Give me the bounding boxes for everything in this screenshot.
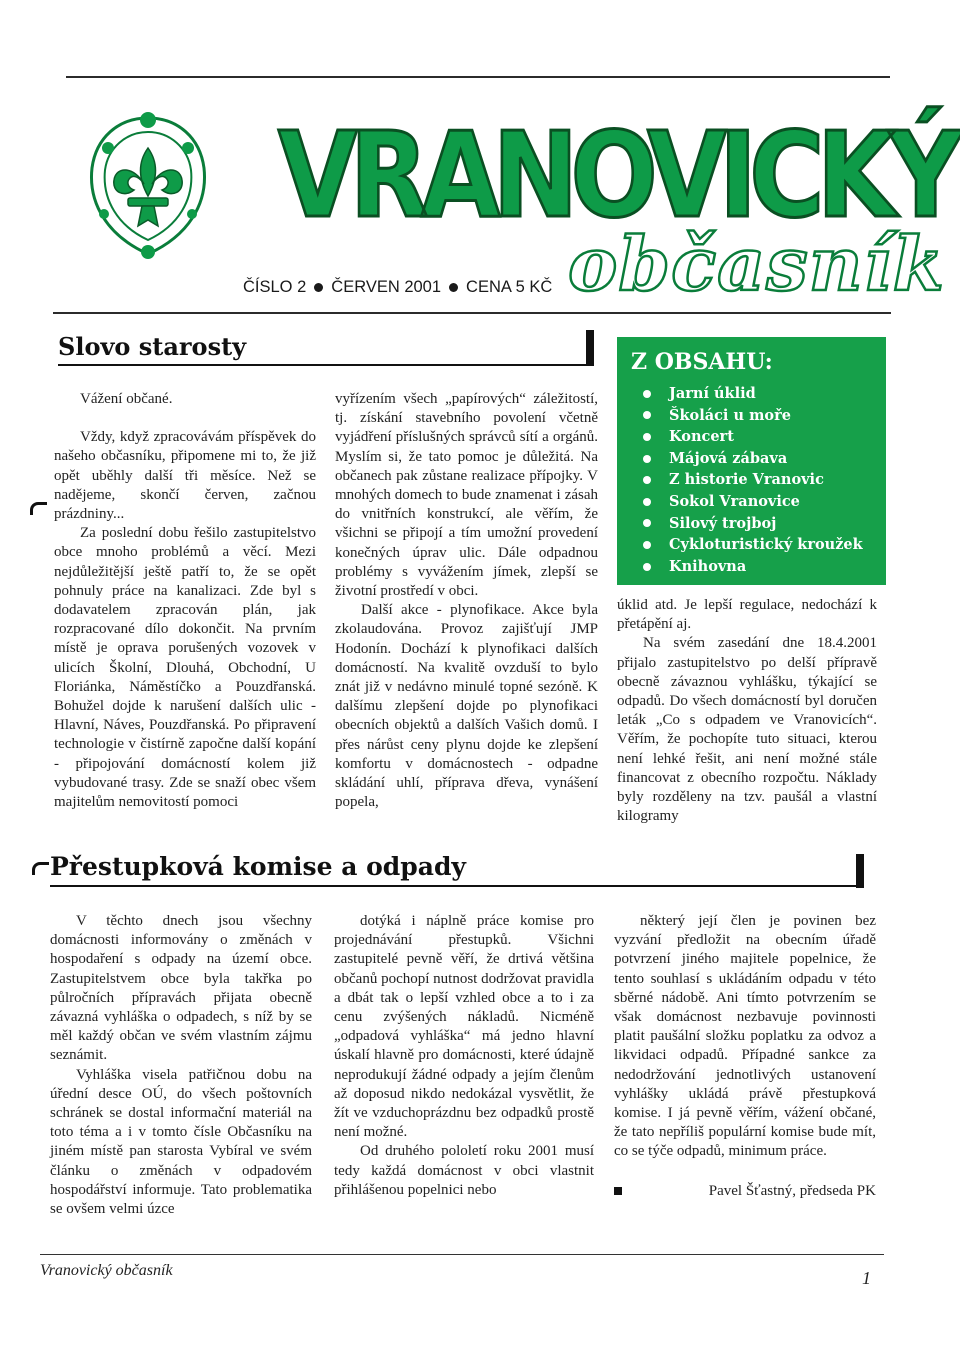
footer-rule: [40, 1254, 884, 1255]
paragraph: Za poslední dobu řešilo zastupitelstvo obce mnoho problémů a věcí. Mezi nejdůležitější ještě patří to, že se opět pohnuly práce na kanalizaci. Zde byl s dodavatelem zpracován plán, jak rozpracované dílo dokončit. Na prvním místě je oprava porušených vozovek v ulicích Školní, Dlouhá, Obchodní, U Floriánka, Náměstíčko a Pouzdřanská. Bohužel dojde k narušení dalších ulic - Hlavní, Náves, Pouzdřanská. Po připravení technologie v čistírně započne další kopání - připojování domácností kolem již vybudované trasy. Zde se snaží obec všem majitelům nemovitostí pomoci: [54, 525, 316, 811]
signature-line: [614, 1182, 876, 1201]
paragraph: úklid atd. Je lepší regulace, nedochází k přetápění aj.: [617, 597, 877, 633]
contents-item-label: Májová zábava: [669, 449, 788, 467]
contents-item: [631, 491, 872, 513]
contents-item: [631, 448, 872, 470]
paragraph: Na svém zasedání dne 18.4.2001 přijalo zastupitelstvo po delší přípravě obecně závaznou vyhlášku, týkající se odpadů. Do všech domácností byl doručen leták „Co s odpadem ve Vranovicích“. Věřím, že pochopíte tuto situaci, kterou není lehké řešit, ani není možné stále financovat z obecního rozpočtu. Náklady byly rozděleny na tzv. paušál a vlastní kilogramy: [617, 635, 877, 825]
article-column-3: [614, 912, 876, 1201]
issue-info: [243, 276, 552, 298]
bullet-icon: [643, 390, 651, 398]
bullet-icon: [643, 476, 651, 484]
paragraph: Vždy, když zpracovávám příspěvek do našeho občasníku, připomene mi to, že již opět uběhly další tři měsíce. Než se nadějeme, skončí červen, začnou prázdniny...: [54, 429, 316, 523]
fleur-de-lis-emblem-icon: [78, 104, 218, 264]
section-underline: [58, 364, 594, 366]
contents-item: [631, 383, 872, 405]
bullet-icon: [314, 283, 323, 292]
contents-item-label: Školáci u moře: [669, 406, 791, 424]
section-underline: [50, 885, 864, 887]
article-column-2: [334, 912, 594, 1200]
bullet-icon: [643, 455, 651, 463]
contents-item-label: Cykloturistický kroužek: [669, 536, 863, 554]
contents-list: [631, 383, 872, 577]
contents-item-label: Sokol Vranovice: [669, 492, 800, 510]
section-heading-prestupkova-komise: Přestupková komise a odpady: [50, 852, 466, 881]
paragraph: Vážení občané.: [80, 391, 173, 407]
paragraph: dotýká i náplně práce komise pro projednávání přestupků. Všichni zastupitelé pevně věří, že drtivá většina občanů pochopí nutnost dodržovat pravidla a dbát tak o lepší vzhled obce a to i za cenu zvýšených nákladů. Nicméně „odpadová vyhláška“ má jedno hlavní úskalí hlavně pro domácnosti, které údajně neprodukují žádné odpady a jejím členům až doposud nikdo nedokázal vysvětlit, že žít ve vzduchoprázdnu bez odpadků prostě není možné.: [334, 913, 594, 1141]
contents-item: [631, 426, 872, 448]
footer-publication-name: Vranovický občasník: [40, 1262, 173, 1279]
paragraph: některý její člen je povinen bez vyzvání předložit na obecním úřadě potvrzení jiného majitele popelnice, že tento souhlasí s ukládáním odpadu v této sběrné nádobě. Ani tímto potvrzením se však domácnost nezbavuje povinnosti platit paušální složku poplatku za odvoz a likvidaci odpadů. Případné sankce za nedodržování jednotlivých ustanovení vyhlášky ukládá právě přestupková komise. I já pevně věřím, vážení občané, že tato nepříliš populární komise bude mít, co se týče odpadů, minimum práce.: [614, 913, 876, 1160]
contents-item-label: Z historie Vranovic: [669, 471, 824, 489]
paragraph: Další akce - plynofikace. Akce byla zkolaudována. Provoz zajišťují JMP Hodonín. Dochází k plynofikaci dalších domácností. Na kvalitě ovzduší to bylo znát již v nedávno minulé topné sezóně. K dalšímu zlepšení dojde po plynofikaci obecních objektů a dalších Vašich domů. I přes nárůst ceny plynu dojde ke zlepšení komfortu v domácnostech - odpadne skládání uhlí, příprava dřeva, vynášení popela,: [335, 602, 598, 811]
paragraph: vyřízením všech „papírových“ záležitostí, tj. získání stavebního povolení včetně vyjádření příslušných správců sítí a orgánů. Myslím si, že tato pomoc je důležitá. Na občanech pak zůstane realizace přípojky. V mnohých domech to bude znamenat i zásah do vnitřních konstrukcí, ale věřím, že všichni se připojí a tím umožní provedení konečných úprav ulic. Dále odpadnou problémy s vyvážením jímek, zlepší se životní prostředí v obci.: [335, 391, 598, 600]
contents-item-label: Jarní úklid: [669, 385, 756, 402]
contents-item: [631, 534, 872, 556]
issue-price: CENA 5 KČ: [466, 277, 553, 296]
bullet-icon: [643, 519, 651, 527]
masthead-title: VRANOVICKÝ: [278, 106, 955, 244]
contents-item-label: Silový trojboj: [669, 514, 777, 532]
bullet-icon: [643, 433, 651, 441]
article-column-1: [54, 390, 316, 812]
paragraph: Od druhého pololetí roku 2001 musí tedy každá domácnost v obci vlastnit přihlášenou popelnici nebo: [334, 1143, 594, 1198]
bullet-icon: [643, 498, 651, 506]
contents-item: [631, 469, 872, 491]
section-bar: [586, 330, 594, 366]
bullet-icon: [643, 563, 651, 571]
top-rule: [66, 76, 890, 78]
contents-item-label: Knihovna: [669, 557, 747, 575]
masthead-rule: [53, 312, 891, 314]
contents-item: [631, 513, 872, 535]
bullet-icon: [643, 541, 651, 549]
article-column-3: [617, 596, 877, 826]
contents-title: Z OBSAHU:: [631, 349, 773, 375]
paragraph: Vyhláška visela patřičnou dobu na úřední desce OÚ, do všech poštovních schránek se dostal informační materiál na toto téma a i v tomto čísle Občasníku na jiném místě pan starosta Vybíral ve svém článku o změnách v odpadovém hospodářství informuje. Tato problematika se ovšem velmi úzce: [50, 1066, 312, 1218]
issue-date: ČERVEN 2001: [331, 277, 442, 296]
margin-mark-icon: [32, 862, 49, 875]
masthead-subtitle: občasník: [568, 222, 945, 308]
paragraph: V těchto dnech jsou všechny domácnosti informovány o změnách v hospodaření s odpady na území obce. Zastupitelstvem obce byla takřka po půlročních přípravách přijata obecně závazná vyhláška o odpadech, s níž by se měl každý občan ve svém vlastním zájmu seznámit.: [50, 913, 312, 1064]
end-square-icon: [614, 1187, 622, 1195]
signature: Pavel Šťastný, předseda PK: [708, 1182, 876, 1199]
margin-mark-icon: [30, 502, 47, 515]
bullet-icon: [643, 411, 651, 419]
section-bar: [856, 854, 864, 888]
contents-item-label: Koncert: [669, 428, 734, 446]
contents-item: [631, 556, 872, 578]
page-number: 1: [862, 1268, 871, 1288]
contents-box: [617, 337, 886, 585]
bullet-icon: [449, 283, 458, 292]
section-heading-slovo-starosty: Slovo starosty: [58, 332, 247, 361]
issue-number: ČÍSLO 2: [243, 277, 307, 296]
article-column-2: [335, 390, 598, 812]
article-column-1: [50, 912, 312, 1219]
contents-item: [631, 405, 872, 427]
